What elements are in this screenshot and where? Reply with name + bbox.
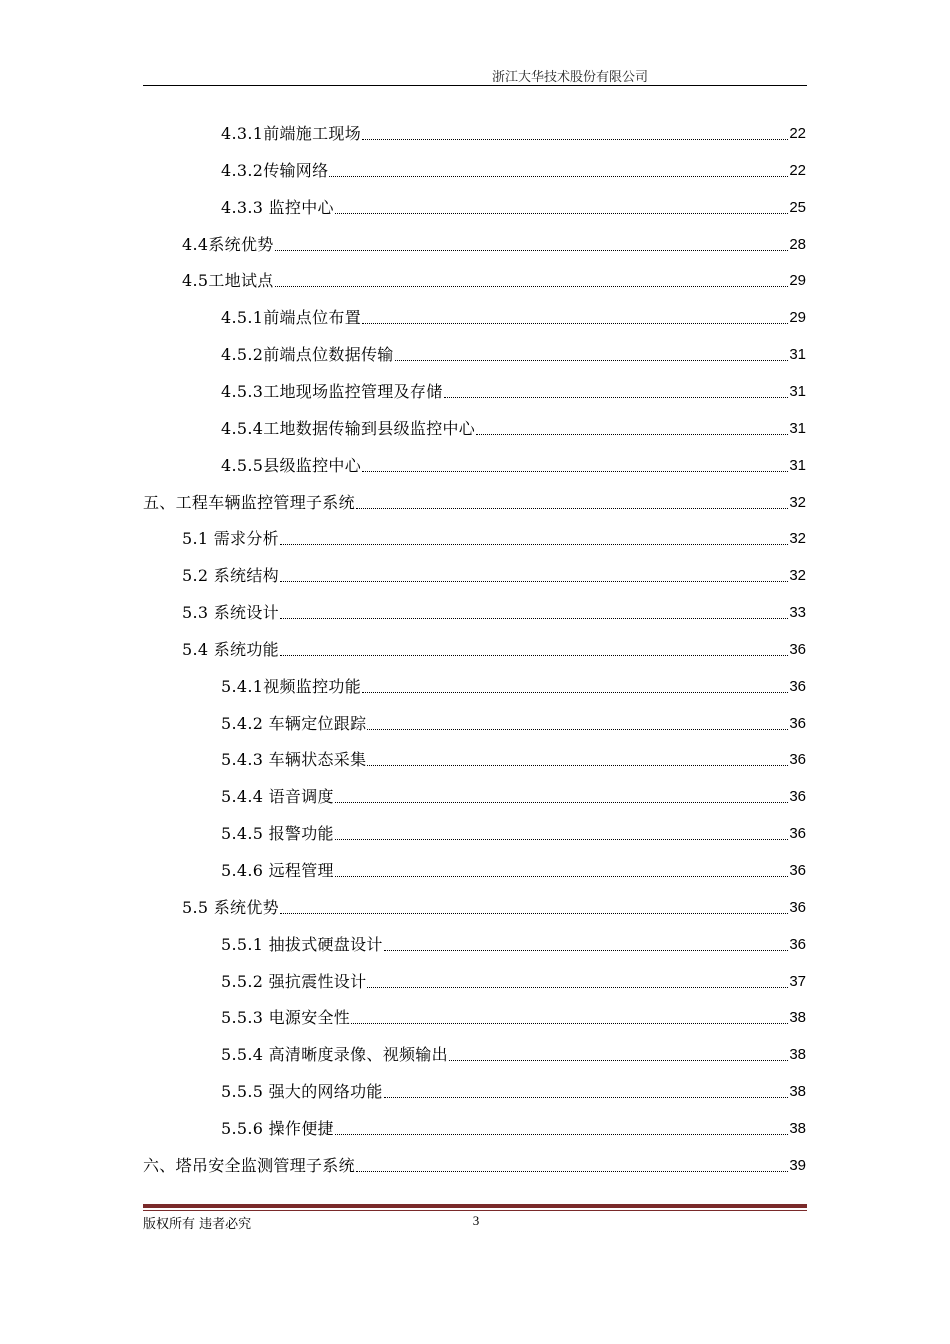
toc-entry-label: 4.5.2前端点位数据传输 bbox=[221, 345, 394, 365]
toc-entry-label: 4.5工地试点 bbox=[182, 271, 274, 291]
toc-entry[interactable] bbox=[221, 378, 806, 402]
toc-dot-leader bbox=[335, 839, 789, 840]
toc-dot-leader bbox=[280, 544, 788, 545]
toc-entry-label: 5.2 系统结构 bbox=[182, 566, 279, 586]
toc-dot-leader bbox=[335, 802, 789, 803]
toc-entry-label: 5.4.3 车辆状态采集 bbox=[221, 750, 367, 770]
toc-entry-label: 4.5.3工地现场监控管理及存储 bbox=[221, 381, 443, 401]
toc-entry-page: 38 bbox=[789, 1009, 806, 1027]
toc-entry-label: 4.3.1前端施工现场 bbox=[221, 124, 362, 143]
toc-dot-leader bbox=[449, 1060, 788, 1061]
toc-entry-label: 5.4 系统功能 bbox=[182, 639, 279, 659]
footer-page-number: 3 bbox=[472, 1213, 480, 1228]
toc-entry-page: 36 bbox=[789, 677, 806, 695]
toc-entry[interactable] bbox=[221, 857, 806, 881]
toc-dot-leader bbox=[362, 139, 788, 140]
toc-entry-label: 5.4.6 远程管理 bbox=[221, 861, 334, 880]
toc-dot-leader bbox=[384, 1097, 789, 1098]
toc-entry[interactable] bbox=[182, 267, 806, 291]
toc-entry-page: 22 bbox=[789, 161, 806, 179]
toc-entry[interactable] bbox=[221, 783, 806, 807]
toc-entry[interactable] bbox=[221, 194, 806, 218]
toc-dot-leader bbox=[356, 1171, 788, 1172]
toc-entry-page: 39 bbox=[789, 1156, 806, 1174]
toc-dot-leader bbox=[367, 987, 788, 988]
toc-dot-leader bbox=[329, 176, 788, 177]
toc-entry-label: 5.5.3 电源安全性 bbox=[221, 1008, 351, 1028]
toc-entry-page: 31 bbox=[789, 456, 806, 474]
toc-entry-page: 36 bbox=[789, 935, 806, 953]
toc-entry-label: 5.4.2 车辆定位跟踪 bbox=[221, 713, 367, 733]
toc-entry-page: 36 bbox=[789, 640, 806, 658]
toc-entry-label: 5.4.4 语音调度 bbox=[221, 787, 334, 807]
toc-entry[interactable] bbox=[221, 746, 806, 770]
toc-entry[interactable] bbox=[221, 710, 806, 734]
toc-entry-page: 32 bbox=[789, 567, 806, 585]
toc-dot-leader bbox=[362, 323, 788, 324]
toc-dot-leader bbox=[476, 434, 788, 435]
toc-entry[interactable] bbox=[221, 1078, 806, 1102]
toc-entry-page: 38 bbox=[789, 1119, 806, 1137]
toc-entry[interactable] bbox=[182, 599, 806, 623]
footer-rule-thin bbox=[143, 1210, 807, 1211]
toc-entry-page: 36 bbox=[789, 862, 806, 879]
toc-dot-leader bbox=[356, 508, 788, 509]
header-rule bbox=[143, 85, 807, 86]
toc-entry-label: 5.4.5 报警功能 bbox=[221, 824, 334, 844]
toc-entry[interactable] bbox=[143, 1152, 806, 1176]
toc-dot-leader bbox=[362, 471, 788, 472]
toc-entry-label: 4.4系统优势 bbox=[182, 234, 274, 254]
toc-entry[interactable] bbox=[221, 1115, 806, 1139]
toc-entry-label: 5.1 需求分析 bbox=[182, 529, 279, 549]
toc-entry-page: 31 bbox=[789, 346, 806, 364]
toc-entry[interactable] bbox=[221, 1004, 806, 1028]
toc-entry-page: 37 bbox=[789, 972, 806, 990]
toc-entry-page: 36 bbox=[789, 825, 806, 843]
toc-entry-page: 29 bbox=[789, 309, 806, 327]
toc-dot-leader bbox=[367, 765, 788, 766]
toc-entry-label: 4.5.5县级监控中心 bbox=[221, 455, 362, 475]
toc-entry-label: 5.5.6 操作便捷 bbox=[221, 1118, 334, 1138]
toc-entry-page: 36 bbox=[789, 898, 806, 916]
toc-entry-page: 36 bbox=[789, 714, 806, 732]
toc-entry[interactable] bbox=[182, 636, 806, 660]
toc-entry[interactable] bbox=[221, 304, 806, 328]
toc-entry-page: 38 bbox=[789, 1083, 806, 1101]
toc-entry-label: 5.3 系统设计 bbox=[182, 603, 279, 623]
toc-entry[interactable] bbox=[182, 231, 806, 255]
toc-entry-page: 36 bbox=[789, 788, 806, 806]
toc-entry[interactable] bbox=[221, 931, 806, 955]
toc-dot-leader bbox=[275, 286, 789, 287]
toc-entry[interactable] bbox=[182, 562, 806, 586]
toc-entry-page: 29 bbox=[789, 272, 806, 290]
toc-dot-leader bbox=[335, 1134, 789, 1135]
toc-entry[interactable] bbox=[182, 894, 806, 918]
toc-entry[interactable] bbox=[221, 820, 806, 844]
toc-entry-page: 36 bbox=[789, 751, 806, 769]
footer-copyright: 版权所有 违者必究 bbox=[143, 1217, 252, 1232]
toc-entry[interactable] bbox=[221, 452, 806, 476]
toc-entry-page: 31 bbox=[789, 382, 806, 400]
toc-dot-leader bbox=[362, 692, 788, 693]
toc-dot-leader bbox=[280, 618, 788, 619]
toc-dot-leader bbox=[280, 913, 788, 914]
toc-entry-label: 5.5.5 强大的网络功能 bbox=[221, 1082, 383, 1102]
toc-dot-leader bbox=[275, 250, 789, 251]
toc-dot-leader bbox=[395, 360, 789, 361]
toc-entry-label: 5.5.2 强抗震性设计 bbox=[221, 971, 367, 991]
toc-dot-leader bbox=[280, 581, 788, 582]
toc-entry[interactable] bbox=[221, 157, 806, 181]
toc-entry[interactable] bbox=[221, 1041, 806, 1065]
footer-rule bbox=[143, 1204, 807, 1208]
toc-dot-leader bbox=[384, 950, 789, 951]
toc-entry[interactable] bbox=[182, 525, 806, 549]
toc-dot-leader bbox=[280, 655, 788, 656]
toc-entry[interactable] bbox=[221, 673, 806, 697]
toc-entry-label: 4.3.3 监控中心 bbox=[221, 197, 334, 217]
toc-entry-label: 六、塔吊安全监测管理子系统 bbox=[143, 1155, 355, 1175]
toc-entry-label: 5.5.4 高清晰度录像、视频输出 bbox=[221, 1045, 448, 1065]
toc-entry-label: 4.5.1前端点位布置 bbox=[221, 308, 362, 328]
toc-dot-leader bbox=[335, 876, 789, 877]
toc-entry-label: 4.3.2传输网络 bbox=[221, 160, 329, 180]
toc-entry-page: 22 bbox=[789, 125, 806, 142]
toc-entry[interactable] bbox=[221, 341, 806, 365]
toc-entry-label: 4.5.4工地数据传输到县级监控中心 bbox=[221, 418, 476, 438]
toc-entry-page: 28 bbox=[789, 235, 806, 253]
toc-entry-page: 31 bbox=[789, 419, 806, 437]
toc-entry-page: 33 bbox=[789, 604, 806, 622]
toc-dot-leader bbox=[335, 213, 789, 214]
toc-entry-page: 25 bbox=[789, 198, 806, 216]
toc-entry[interactable] bbox=[143, 489, 806, 513]
toc-entry-page: 38 bbox=[789, 1046, 806, 1064]
toc-entry[interactable] bbox=[221, 968, 806, 992]
header-company-name: 浙江大华技术股份有限公司 bbox=[491, 70, 648, 85]
toc-entry-page: 32 bbox=[789, 493, 806, 511]
toc-dot-leader bbox=[444, 397, 789, 398]
toc-entry-label: 5.5.1 抽拔式硬盘设计 bbox=[221, 934, 383, 954]
toc-entry-label: 5.5 系统优势 bbox=[182, 897, 279, 917]
toc-entry-label: 5.4.1视频监控功能 bbox=[221, 676, 362, 696]
toc-dot-leader bbox=[351, 1023, 788, 1024]
toc-entry[interactable] bbox=[221, 415, 806, 439]
toc-entry[interactable] bbox=[221, 120, 806, 144]
toc-dot-leader bbox=[367, 729, 788, 730]
toc-entry-page: 32 bbox=[789, 530, 806, 548]
toc-entry-label: 五、工程车辆监控管理子系统 bbox=[143, 492, 355, 512]
